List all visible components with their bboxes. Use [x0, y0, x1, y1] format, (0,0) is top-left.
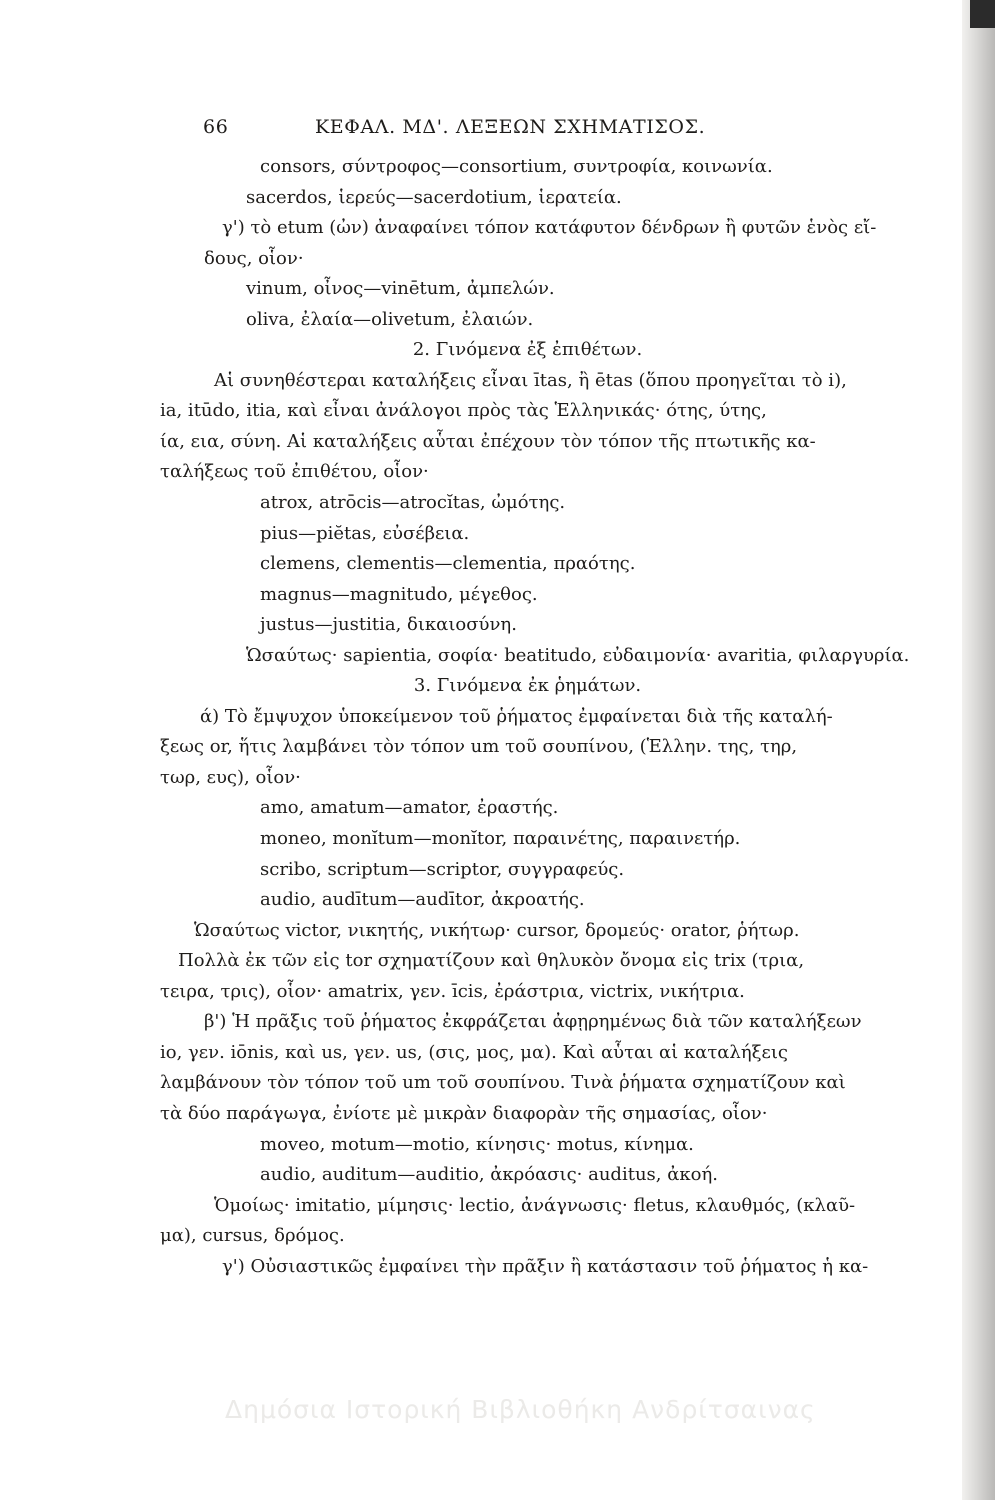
- text-line: Ὡσαύτως· sapientia, σοφία· beatitudo, εὐδαιμονία· avaritia, φιλαργυρία.: [246, 644, 910, 666]
- text-line: clemens, clementis—clementia, πραότης.: [260, 553, 636, 575]
- text-line: μα), cursus, δρόμος.: [160, 1225, 345, 1247]
- body-text: [160, 152, 915, 1282]
- text-line: γ') Οὐσιαστικῶς ἐμφαίνει τὴν πρᾶξιν ἢ κατάστασιν τοῦ ῥήματος ἡ κα-: [222, 1255, 869, 1277]
- text-line: vinum, οἶνος—vinētum, ἀμπελών.: [246, 278, 555, 300]
- text-line: atrox, atrōcis—atrocĭtas, ὠμότης.: [260, 492, 566, 514]
- text-line: Πολλὰ ἐκ τῶν εἰς tor σχηματίζουν καὶ θηλυκὸν ὄνομα εἰς trix (τρια,: [178, 950, 805, 972]
- text-line: audio, audītum—audītor, ἀκροατής.: [260, 889, 585, 911]
- text-line: moneo, monĭtum—monĭtor, παραινέτης, παραινετήρ.: [260, 828, 741, 850]
- section-heading: 2. Γινόμενα ἐξ ἐπιθέτων.: [412, 339, 643, 361]
- page-number: 66: [203, 116, 229, 138]
- text-line: amo, amatum—amator, ἐραστής.: [260, 797, 559, 819]
- text-line: sacerdos, ἱερεύς—sacerdotium, ἱερατεία.: [246, 186, 622, 208]
- text-line: λαμβάνουν τὸν τόπον τοῦ um τοῦ σουπίνου. Τινὰ ῥήματα σχηματίζουν καὶ: [160, 1072, 846, 1094]
- text-line: magnus—magnitudo, μέγεθος.: [260, 583, 538, 605]
- page-header: [203, 116, 923, 146]
- page-spine-shadow: [962, 0, 995, 1500]
- text-line: ia, itūdo, itia, καὶ εἶναι ἀνάλογοι πρὸς τὰς Ἑλληνικάς· ότης, ύτης,: [160, 400, 767, 422]
- text-line: ία, εια, σύνη. Αἱ καταλήξεις αὗται ἐπέχουν τὸν τόπον τῆς πτωτικῆς κα-: [160, 430, 816, 452]
- text-line: τωρ, ευς), οἷον·: [160, 766, 301, 788]
- text-line: γ') τὸ etum (ὠν) ἀναφαίνει τόπον κατάφυτον δένδρων ἢ φυτῶν ἑνὸς εἴ-: [222, 217, 877, 239]
- text-line: moveo, motum—motio, κίνησις· motus, κίνημα.: [260, 1133, 694, 1155]
- text-line: Ὁμοίως· imitatio, μίμησις· lectio, ἀνάγνωσις· fletus, κλαυθμός, (κλαῦ-: [214, 1194, 856, 1216]
- text-line: τὰ δύο παράγωγα, ἐνίοτε μὲ μικρὰν διαφορὰν τῆς σημασίας, οἷον·: [160, 1102, 768, 1124]
- text-line: io, γεν. iōnis, καὶ us, γεν. us, (σις, μος, μα). Καὶ αὗται αἱ καταλήξεις: [160, 1041, 788, 1063]
- text-line: Ὡσαύτως victor, νικητής, νικήτωρ· cursor, δρομεύς· orator, ῥήτωρ.: [194, 919, 800, 941]
- text-line: β') Ἡ πρᾶξις τοῦ ῥήματος ἐκφράζεται ἀφῃρημένως διὰ τῶν καταλήξεων: [204, 1011, 862, 1033]
- text-line: oliva, ἐλαία—olivetum, ἐλαιών.: [246, 308, 534, 330]
- text-line: τειρα, τρις), οἷον· amatrix, γεν. īcis, ἐράστρια, victrix, νικήτρια.: [160, 980, 745, 1002]
- text-line: Αἱ συνηθέστεραι καταλήξεις εἶναι ītas, ἢ ētas (ὅπου προηγεῖται τὸ i),: [214, 369, 847, 391]
- text-line: consors, σύντροφος—consortium, συντροφία, κοινωνία.: [260, 156, 773, 177]
- text-line: pius—piĕtas, εὐσέβεια.: [260, 522, 470, 544]
- section-heading: 3. Γινόμενα ἐκ ῥημάτων.: [413, 675, 642, 697]
- library-watermark: Δημόσια Ιστορική Βιβλιοθήκη Ανδρίτσαινας: [225, 1395, 816, 1424]
- running-head: ΚΕΦΑΛ. ΜΔ'. ΛΕΞΕΩΝ ΣΧΗΜΑΤΙΣΟΣ.: [315, 116, 706, 138]
- text-line: scribo, scriptum—scriptor, συγγραφεύς.: [260, 858, 625, 880]
- text-line: audio, auditum—auditio, ἀκρόασις· auditus, ἀκοή.: [260, 1164, 718, 1186]
- scan-corner-mark: [970, 0, 995, 28]
- text-line: ξεως or, ἥτις λαμβάνει τὸν τόπον um τοῦ σουπίνου, (Ἑλλην. της, τηρ,: [160, 736, 798, 758]
- text-line: δους, οἷον·: [204, 247, 304, 269]
- text-line: ταλήξεως τοῦ ἐπιθέτου, οἷον·: [160, 461, 429, 483]
- text-line: ά) Τὸ ἔμψυχον ὑποκείμενον τοῦ ῥήματος ἐμφαίνεται διὰ τῆς καταλή-: [200, 705, 833, 727]
- text-line: justus—justitia, δικαιοσύνη.: [260, 614, 517, 636]
